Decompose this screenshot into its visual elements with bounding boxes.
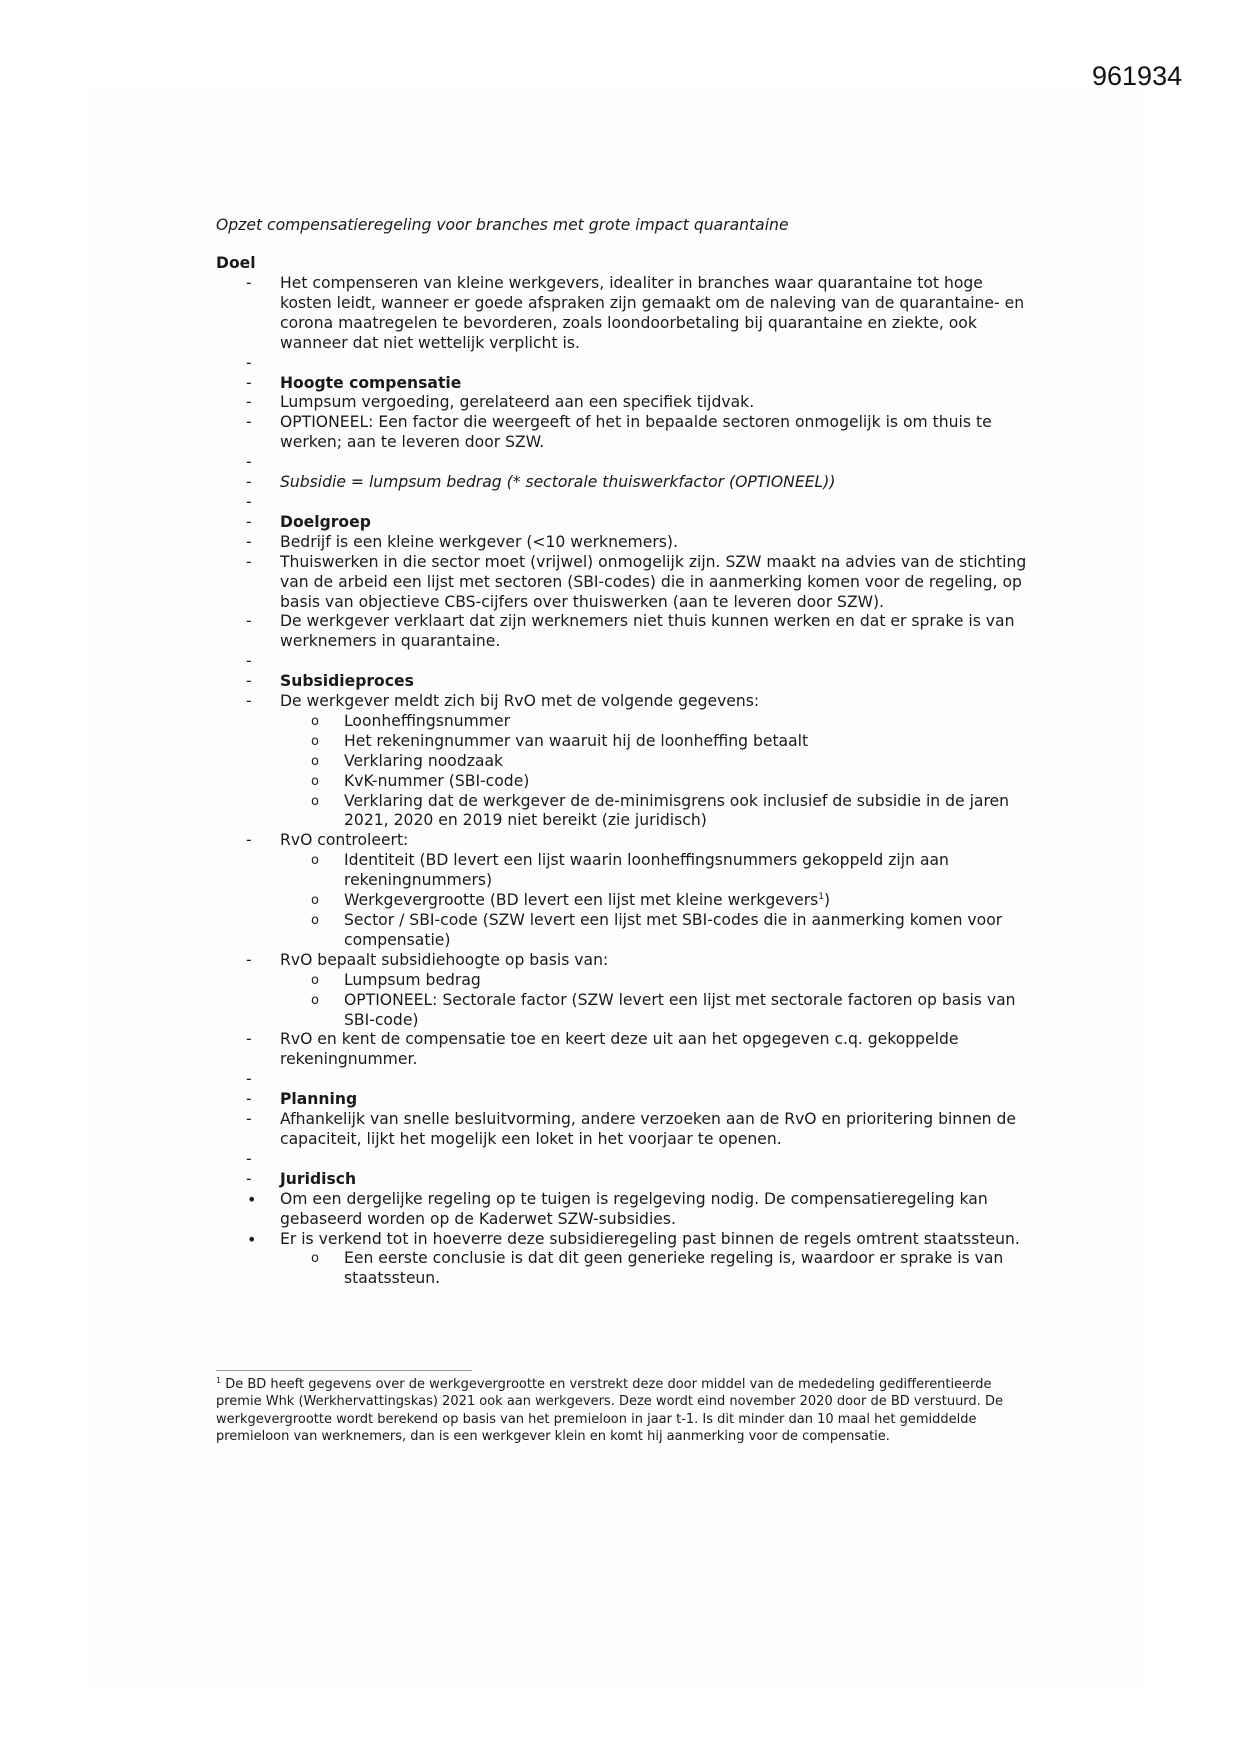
dash-marker: - [246,950,252,969]
footnote-text: De BD heeft gegevens over de werkgevergrootte en verstrekt deze door middel van de mededeling gedifferentieerde premie Whk (Werkhervattingskas) 2021 ook aan werkgevers. Deze wordt eind november 2020 door de BD verstuurd. De werkgevergrootte wordt berekend op basis van het premieloon in jaar t-1. Is dit minder dan 10 maal het gemiddelde premieloon van werknemers, dan is een werkgever klein en komt hij aanmerking voor de compensatie. [216,1377,1003,1444]
circle-marker: o [311,1251,319,1267]
list-item [216,1030,1036,1070]
kent-text: RvO en kent de compensatie toe en keert deze uit aan het opgegeven c.q. gekoppelde rekeningnummer. [280,1030,959,1069]
doel-text: Het compenseren van kleine werkgevers, idealiter in branches waar quarantaine tot hoge kosten leidt, wanneer er goede afspraken zijn gemaakt om de naleving van de quarantaine- en corona maatregelen te bevorderen, zoals loondoorbetaling bij quarantaine en ziekte, ook wanneer dat niet wettelijk verplicht is. [280,274,1025,352]
sub-list-item [216,732,1036,752]
sub-list-item [216,712,1036,732]
circle-marker: o [311,713,319,729]
list-item [216,1110,1036,1150]
empty-list-item [216,354,1036,374]
subsidie-formula: Subsidie = lumpsum bedrag (* sectorale thuiswerkfactor (OPTIONEEL)) [280,473,836,492]
list-item [216,1090,1036,1110]
sub-list-item [216,792,1036,832]
list-item [216,374,1036,394]
doelgroep-text: Bedrijf is een kleine werkgever (<10 werknemers). [280,532,678,551]
section-heading-doelgroep: Doelgroep [280,512,371,531]
list-item [216,413,1036,453]
dash-marker: - [246,552,252,571]
meldt-sub-text: Het rekeningnummer van waaruit hij de loonheffing betaalt [344,731,809,750]
dash-marker: - [246,353,252,372]
dash-marker: - [246,1149,252,1168]
doelgroep-text: De werkgever verklaart dat zijn werknemers niet thuis kunnen werken en dat er sprake is van werknemers in quarantaine. [280,612,1015,651]
circle-marker: o [311,992,319,1008]
dash-marker: - [246,1070,252,1089]
footnote-number: 1 [216,1376,222,1385]
dash-marker: - [246,492,252,511]
dash-marker: - [246,831,252,850]
hoogte-text: Lumpsum vergoeding, gerelateerd aan een specifiek tijdvak. [280,393,755,412]
meldt-sub-text: Verklaring noodzaak [344,751,504,770]
dash-marker: - [246,473,252,492]
circle-marker: o [311,972,319,988]
dash-marker: - [246,692,252,711]
empty-list-item [216,493,1036,513]
sub-list-item [216,891,1036,911]
controleert-sub-text: Sector / SBI-code (SZW levert een lijst met SBI-codes die in aanmerking komen voor compensatie) [344,911,1003,949]
circle-marker: o [311,733,319,749]
sub-list-item [216,911,1036,951]
bullet-item [216,1230,1036,1250]
footnote-reference[interactable]: 1 [818,892,824,903]
bepaalt-text: RvO bepaalt subsidiehoogte op basis van: [280,950,609,969]
juridisch-text: Er is verkend tot in hoeverre deze subsidieregeling past binnen de regels omtrent staatssteun. [280,1229,1020,1248]
empty-list-item [216,1070,1036,1090]
hoogte-text: OPTIONEEL: Een factor die weergeeft of het in bepaalde sectoren onmogelijk is om thuis te werken; aan te leveren door SZW. [280,413,992,452]
section-heading-hoogte: Hoogte compensatie [280,373,462,392]
controleert-text: RvO controleert: [280,831,409,850]
circle-marker: o [311,893,319,909]
meldt-sub-text: Loonheffingsnummer [344,711,510,730]
document-number: 961934 [1092,61,1183,91]
section-heading-juridisch: Juridisch [280,1169,357,1188]
planning-text: Afhankelijk van snelle besluitvorming, andere verzoeken aan de RvO en prioritering binnen de capaciteit, lijkt het mogelijk een loket in het voorjaar te openen. [280,1110,1016,1148]
sub-list-item [216,851,1036,891]
circle-marker: o [311,773,319,789]
section-heading-planning: Planning [280,1090,358,1109]
dash-marker: - [246,652,252,671]
dash-marker: - [246,672,252,691]
meldt-sub-text: Verklaring dat de werkgever de de-minimisgrens ook inclusief de subsidie in de jaren 2021, 2020 en 2019 niet bereikt (zie juridisch) [344,791,1010,830]
dash-marker: - [246,393,252,412]
dash-marker: - [246,1169,252,1188]
list-item [216,274,1036,354]
sub-list-item [216,772,1036,792]
closing-paren: ) [823,891,831,910]
list-item [216,553,1036,613]
section-heading-subsidieproces: Subsidieproces [280,672,414,691]
list-item [216,473,1036,493]
meldt-text: De werkgever meldt zich bij RvO met de volgende gegevens: [280,692,760,711]
meldt-sub-text: KvK-nummer (SBI-code) [344,771,530,790]
dash-marker: - [246,274,252,292]
sub-list-item [216,991,1036,1031]
list-item [216,951,1036,971]
bullet-item [216,1190,1036,1230]
sub-list-item [216,1249,1036,1289]
circle-marker: o [311,913,319,928]
controleert-sub-text: Werkgevergrootte (BD levert een lijst met kleine werkgevers [344,891,819,910]
controleert-sub-text: Identiteit (BD levert een lijst waarin loonheffingsnummers gekoppeld zijn aan rekeningnummers) [344,851,949,890]
juridisch-sub-text: Een eerste conclusie is dat dit geen generieke regeling is, waardoor er sprake is van staatssteun. [344,1249,1004,1288]
empty-list-item [216,652,1036,672]
bepaalt-sub-text: Lumpsum bedrag [344,970,481,989]
empty-list-item [216,1150,1036,1170]
circle-marker: o [311,853,319,869]
dash-marker: - [246,1090,252,1109]
document-list [216,274,1036,1289]
circle-marker: o [311,753,319,769]
bepaalt-sub-text: OPTIONEEL: Sectorale factor (SZW levert een lijst met sectorale factoren op basis van SBI-code) [344,990,1016,1029]
footnote-separator [216,1370,472,1371]
dash-marker: - [246,373,252,392]
list-item [216,692,1036,712]
list-item [216,513,1036,533]
list-item [216,672,1036,692]
dash-marker: - [246,453,252,472]
dash-marker: - [246,612,252,631]
bullet-marker: • [247,1189,257,1209]
juridisch-text: Om een dergelijke regeling op te tuigen is regelgeving nodig. De compensatieregeling kan gebaseerd worden op de Kaderwet SZW-subsidies. [280,1189,988,1228]
circle-marker: o [311,793,319,809]
list-item [216,831,1036,851]
list-item [216,612,1036,652]
list-item [216,1170,1036,1190]
list-item [216,533,1036,553]
dash-marker: - [246,413,252,432]
doelgroep-text: Thuiswerken in die sector moet (vrijwel) onmogelijk zijn. SZW maakt na advies van de stichting van de arbeid een lijst met sectoren (SBI-codes) die in aanmerking komen voor de regeling, op basis van objectieve CBS-cijfers over thuiswerken (aan te leveren door SZW). [280,552,1027,611]
footnote [216,1376,1036,1445]
sub-list-item [216,752,1036,772]
dash-marker: - [246,1030,252,1049]
dash-marker: - [246,532,252,551]
bullet-marker: • [247,1229,257,1249]
empty-list-item [216,453,1036,473]
dash-marker: - [246,1110,252,1129]
dash-marker: - [246,512,252,531]
document-title: Opzet compensatieregeling voor branches met grote impact quarantaine [216,216,789,234]
list-item [216,393,1036,413]
section-heading-doel: Doel [216,254,256,272]
sub-list-item [216,971,1036,991]
